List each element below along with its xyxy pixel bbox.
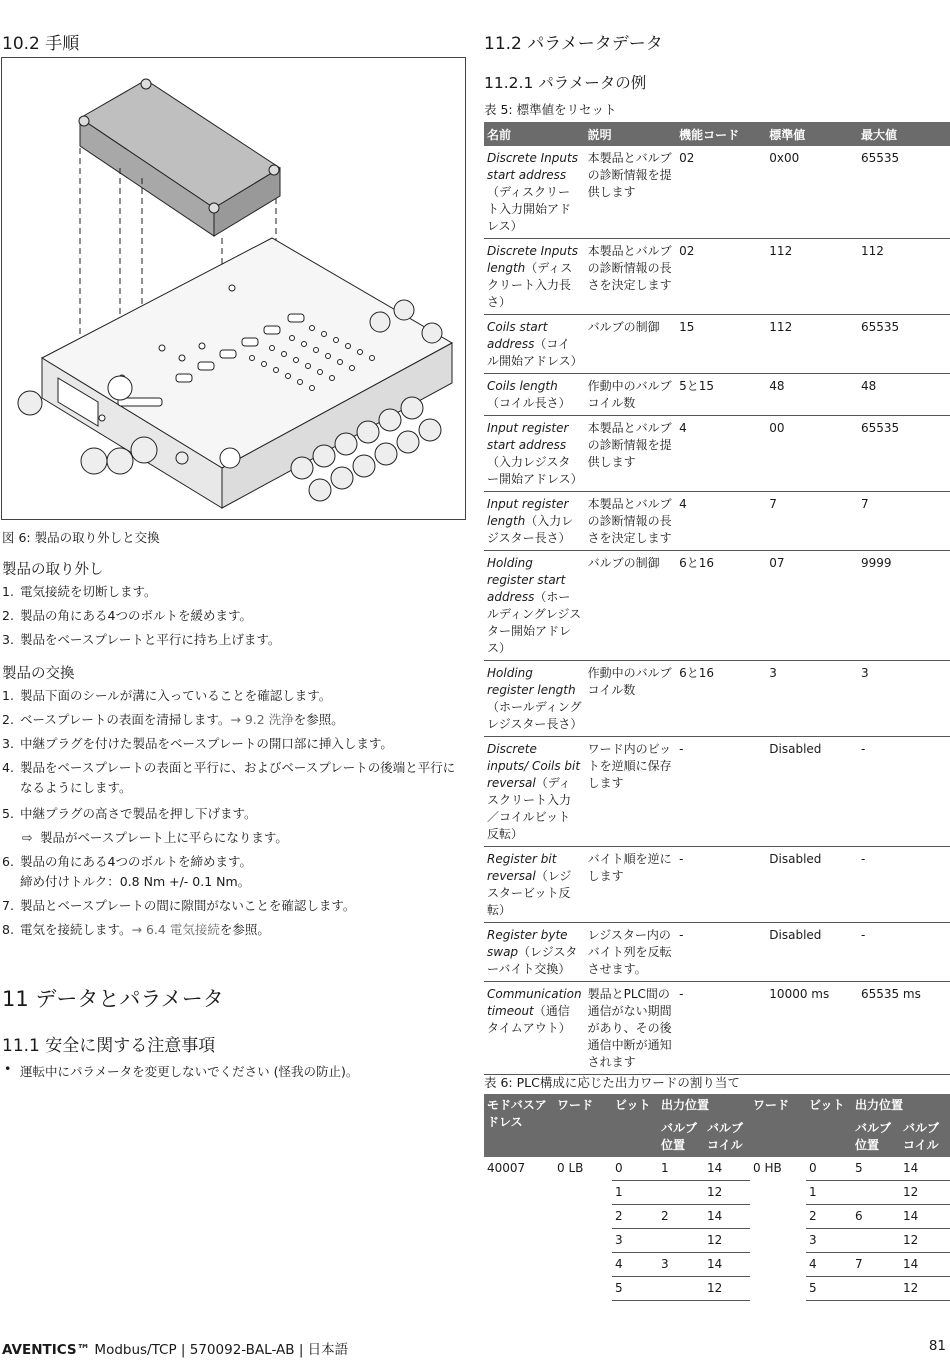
table-cell — [554, 1277, 612, 1301]
table-cell — [484, 923, 585, 982]
table-cell: 作動中のバルブコイル数 — [585, 661, 677, 737]
cross-reference-link[interactable]: → 9.2 洗浄 — [230, 712, 294, 727]
param-name-jp: （コイル開始アドレス） — [487, 337, 583, 368]
table-cell: 6と16 — [676, 661, 766, 737]
param-name: Discrete inputs/ Coils bit reversal — [487, 742, 581, 790]
table-cell: 3 — [858, 661, 950, 737]
list-item: 4. 製品をベースプレートの表面と平行に、およびベースプレートの後端と平行になるようにします。 — [2, 760, 456, 795]
column-header: 機能コード — [676, 122, 766, 146]
table-cell: 00 — [766, 416, 858, 492]
column-header: 最大値 — [858, 122, 950, 146]
table-cell: 14 — [900, 1253, 950, 1277]
list-item: 2. ベースプレートの表面を清掃します。→ 9.2 洗浄を参照。 — [2, 712, 344, 727]
table-row — [484, 1181, 950, 1205]
param-name-jp: （ディスクリート入力開始アドレス） — [487, 185, 572, 233]
table-cell: 14 — [704, 1205, 750, 1229]
table-cell: - — [676, 923, 766, 982]
table-cell — [750, 1229, 806, 1253]
page-number: 81 — [928, 1338, 946, 1354]
table-cell — [484, 1253, 554, 1277]
table-cell: 4 — [676, 492, 766, 551]
table-cell — [484, 551, 585, 661]
list-item: 7. 製品とベースプレートの間に隙間がないことを確認します。 — [2, 898, 356, 913]
param-name-jp: （入力レジスター長さ） — [487, 514, 574, 545]
table-cell: 0 — [612, 1157, 658, 1181]
table-cell: 作動中のバルブコイル数 — [585, 374, 677, 416]
table-cell: 40007 — [487, 1161, 526, 1175]
column-header: 標準値 — [766, 122, 858, 146]
table5-caption: 表 5: 標準値をリセット — [484, 102, 617, 117]
removal-heading: 製品の取り外し — [2, 562, 104, 578]
table-cell: 65535 ms — [858, 982, 950, 1075]
table-row — [484, 1277, 950, 1301]
table-cell — [484, 1277, 554, 1301]
table-cell: 0 — [806, 1157, 852, 1181]
table-cell: 15 — [676, 315, 766, 374]
table-cell: 2 — [806, 1205, 852, 1229]
table-cell: 12 — [900, 1229, 950, 1253]
param-name-jp: （レジスターバイト交換） — [487, 945, 578, 976]
table-cell: 5 — [612, 1277, 658, 1301]
table-cell: 1 — [612, 1181, 658, 1205]
table-cell: 02 — [676, 239, 766, 315]
torque-spec: 締め付けトルク：0.8 Nm +/- 0.1 Nm。 — [20, 874, 251, 889]
table-cell — [658, 1229, 704, 1253]
column-header: バルブコイル — [704, 1117, 750, 1157]
removal-steps — [2, 580, 466, 652]
table-cell — [484, 146, 585, 239]
list-item: 1. 電気接続を切断します。 — [2, 584, 157, 599]
column-header: ワード — [750, 1094, 806, 1157]
column-header: バルブ位置 — [658, 1117, 704, 1157]
list-item: 1. 製品下面のシールが溝に入っていることを確認します。 — [2, 688, 332, 703]
column-header: 出力位置 — [658, 1094, 750, 1117]
table-cell: - — [676, 847, 766, 923]
table-cell: - — [858, 737, 950, 847]
table-cell: 07 — [766, 551, 858, 661]
table-cell: 12 — [704, 1229, 750, 1253]
param-name: Input register start address — [487, 421, 569, 452]
param-name: Input register length — [487, 497, 569, 528]
table-cell — [484, 1229, 554, 1253]
table-cell: Disabled — [766, 847, 858, 923]
param-name-jp: （入力レジスター開始アドレス） — [487, 455, 583, 486]
table-row — [484, 1253, 950, 1277]
table-cell: 本製品とバルブの診断情報を提供します — [585, 146, 677, 239]
param-name: Holding register length — [487, 666, 576, 697]
table-cell: 7 — [766, 492, 858, 551]
table-cell — [484, 374, 585, 416]
table-cell: 5と15 — [676, 374, 766, 416]
column-header: 名前 — [484, 122, 585, 146]
table-cell: 本製品とバルブの診断情報の長さを決定します — [585, 239, 677, 315]
column-header: ビット — [612, 1094, 658, 1157]
param-name: Coils length — [487, 379, 558, 393]
list-item: 3. 製品をベースプレートと平行に持ち上げます。 — [2, 632, 281, 647]
param-name: Coils start address — [487, 320, 548, 351]
replace-steps — [2, 684, 466, 942]
table-cell: 65535 — [858, 416, 950, 492]
table-cell: 112 — [766, 315, 858, 374]
param-name: Register bit reversal — [487, 852, 557, 883]
table-cell — [484, 1181, 554, 1205]
param-name-jp: （ディスクリート入力／コイルビット反転） — [487, 776, 572, 841]
table-cell — [484, 661, 585, 737]
output-word-table — [484, 1094, 950, 1301]
table-cell: 3 — [612, 1229, 658, 1253]
table-cell — [484, 737, 585, 847]
table-cell: Disabled — [766, 737, 858, 847]
table-cell: 48 — [766, 374, 858, 416]
safety-title: 11.1 安全に関する注意事項 — [2, 1036, 216, 1056]
table-row — [484, 374, 950, 416]
param-name-jp: （ホールディングレジスター長さ） — [487, 700, 583, 731]
table-cell — [750, 1277, 806, 1301]
table-row — [484, 1157, 950, 1181]
table-row — [484, 1205, 950, 1229]
table-cell: 1 — [658, 1157, 704, 1181]
table-cell: 14 — [704, 1253, 750, 1277]
table-cell: 5 — [852, 1157, 900, 1181]
table-row — [484, 239, 950, 315]
table-row — [484, 737, 950, 847]
table-cell — [484, 847, 585, 923]
table-cell: 9999 — [858, 551, 950, 661]
table-row — [484, 492, 950, 551]
table-cell — [554, 1229, 612, 1253]
table-cell: ワード内のビットを逆順に保存します — [585, 737, 677, 847]
table-cell: 1 — [806, 1181, 852, 1205]
column-header: バルブコイル — [900, 1117, 950, 1157]
param-name-jp: （コイル長さ） — [487, 396, 571, 410]
figure-product-illustration — [1, 57, 466, 520]
table-cell: - — [676, 982, 766, 1075]
replace-heading: 製品の交換 — [2, 666, 75, 682]
list-item: 5. 中継プラグの高さで製品を押し下げます。 — [2, 806, 257, 821]
param-name: Discrete Inputs length — [487, 244, 578, 275]
table-cell — [852, 1181, 900, 1205]
column-header: ワード — [554, 1094, 612, 1157]
list-item: 3. 中継プラグを付けた製品をベースプレートの開口部に挿入します。 — [2, 736, 393, 751]
column-header: ビット — [806, 1094, 852, 1157]
table-cell: 4 — [612, 1253, 658, 1277]
table-cell — [484, 1205, 554, 1229]
footer-doc-info: Modbus/TCP | 570092-BAL-AB | 日本語 — [90, 1342, 349, 1358]
table-cell: 112 — [858, 239, 950, 315]
table-cell — [750, 1253, 806, 1277]
table-row — [484, 146, 950, 239]
table-cell — [484, 315, 585, 374]
table-cell: 2 — [612, 1205, 658, 1229]
parameter-table — [484, 122, 950, 1075]
table-row — [484, 923, 950, 982]
table-cell — [658, 1181, 704, 1205]
table-cell: 製品とPLC間の通信がない期間があり、その後通信中断が通知されます — [585, 982, 677, 1075]
table-cell: 6と16 — [676, 551, 766, 661]
table-cell: 0 LB — [557, 1161, 584, 1175]
table-cell: 14 — [704, 1157, 750, 1181]
table-cell — [852, 1229, 900, 1253]
table-cell: 4 — [806, 1253, 852, 1277]
subsection-title: 11.2.1 パラメータの例 — [484, 74, 647, 92]
table-cell: 本製品とバルブの診断情報を提供します — [585, 416, 677, 492]
table-cell: 2 — [658, 1205, 704, 1229]
chapter-title: 11 データとパラメータ — [2, 987, 224, 1011]
table-cell: 12 — [900, 1277, 950, 1301]
table-cell — [484, 982, 585, 1075]
table-row — [484, 847, 950, 923]
table-header-row — [484, 1094, 950, 1117]
table-cell: 3 — [806, 1229, 852, 1253]
table-cell — [484, 239, 585, 315]
table-row — [484, 1229, 950, 1253]
table-cell: レジスター内のバイト列を反転させます。 — [585, 923, 677, 982]
table-cell: 48 — [858, 374, 950, 416]
table-cell: 10000 ms — [766, 982, 858, 1075]
brand-name: AVENTICS™ — [2, 1342, 91, 1358]
table-cell: 12 — [704, 1181, 750, 1205]
table-cell: - — [858, 847, 950, 923]
column-header: 説明 — [585, 122, 677, 146]
table-cell — [852, 1277, 900, 1301]
param-name-jp: （レジスタービット反転） — [487, 869, 572, 917]
table-cell: - — [858, 923, 950, 982]
table-cell: 5 — [806, 1277, 852, 1301]
table-cell — [484, 492, 585, 551]
table-cell: 65535 — [858, 146, 950, 239]
table-cell: 6 — [852, 1205, 900, 1229]
table-row — [484, 315, 950, 374]
table6-caption: 表 6: PLC構成に応じた出力ワードの割り当て — [484, 1075, 740, 1090]
table-cell: 3 — [766, 661, 858, 737]
table-row — [484, 982, 950, 1075]
list-item: 2. 製品の角にある4つのボルトを緩めます。 — [2, 608, 252, 623]
table-cell — [554, 1253, 612, 1277]
table-cell: 4 — [676, 416, 766, 492]
table-cell: 本製品とバルブの診断情報の長さを決定します — [585, 492, 677, 551]
table-cell: バルブの制御 — [585, 551, 677, 661]
table-cell: 14 — [900, 1157, 950, 1181]
param-name-jp: （ディスクリート入力長さ） — [487, 261, 573, 309]
table-cell: 12 — [704, 1277, 750, 1301]
section-title-11-2: 11.2 パラメータデータ — [484, 34, 663, 54]
table-row — [484, 551, 950, 661]
table-cell — [554, 1181, 612, 1205]
table-row — [484, 661, 950, 737]
table-cell: - — [676, 737, 766, 847]
table-cell: バルブの制御 — [585, 315, 677, 374]
table-cell: 7 — [858, 492, 950, 551]
column-header: 出力位置 — [852, 1094, 950, 1117]
footer — [2, 1338, 348, 1358]
table-cell: 65535 — [858, 315, 950, 374]
table-row — [484, 416, 950, 492]
cross-reference-link[interactable]: → 6.4 電気接続 — [131, 922, 220, 937]
list-item: 8. 電気を接続します。→ 6.4 電気接続を参照。 — [2, 922, 270, 937]
list-item: 6. 製品の角にある4つのボルトを締めます。 締め付けトルク：0.8 Nm +/- 0.1 Nm。 — [2, 850, 466, 894]
param-name-jp: （通信タイムアウト） — [487, 1004, 571, 1035]
column-header: モドバスアドレス — [484, 1094, 554, 1157]
table-cell — [750, 1181, 806, 1205]
table-cell: Disabled — [766, 923, 858, 982]
table-cell: 14 — [900, 1205, 950, 1229]
table-cell: バイト順を逆にします — [585, 847, 677, 923]
figure-caption: 図 6: 製品の取り外しと交換 — [2, 530, 160, 545]
param-name: Communication timeout — [487, 987, 582, 1018]
table-cell — [554, 1205, 612, 1229]
table-cell: 12 — [900, 1181, 950, 1205]
param-name: Holding register start address — [487, 556, 566, 604]
table-cell — [484, 416, 585, 492]
param-name-jp: （ホールディングレジスター開始アドレス） — [487, 590, 582, 655]
param-name: Register byte swap — [487, 928, 568, 959]
column-header: バルブ位置 — [852, 1117, 900, 1157]
section-title-10-2: 10.2 手順 — [2, 34, 80, 54]
valve-terminal-drawing — [2, 58, 465, 519]
table-cell: 02 — [676, 146, 766, 239]
safety-bullet: • 運転中にパラメータを変更しないでください (怪我の防止)。 — [4, 1061, 359, 1079]
param-name: Discrete Inputs start address — [487, 151, 578, 182]
table-cell: 0x00 — [766, 146, 858, 239]
table-cell: 7 — [852, 1253, 900, 1277]
result-item: ⇨ 製品がベースプレート上に平らになります。 — [22, 830, 288, 845]
table-cell: 3 — [658, 1253, 704, 1277]
table-cell — [658, 1277, 704, 1301]
table-cell: 112 — [766, 239, 858, 315]
table-cell: 0 HB — [753, 1161, 782, 1175]
table-cell — [750, 1205, 806, 1229]
table-header-row — [484, 122, 950, 146]
